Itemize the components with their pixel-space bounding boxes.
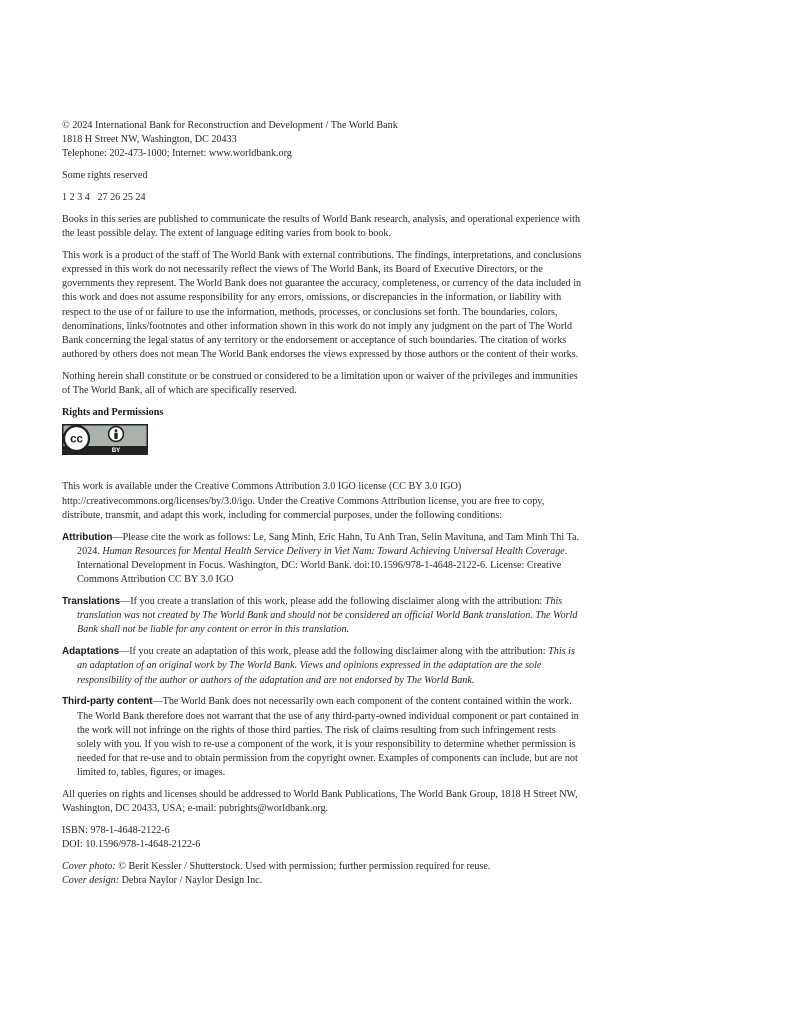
adaptations-paragraph [62, 645, 582, 688]
attribution-text-end: . International Development in Focus. Washington, DC: World Bank. doi:10.1596/978-1-4648-2122-6. License: Creative Commons Attribution CC BY 3.0 IGO [77, 545, 568, 586]
cover-photo-text: © Berit Kessler / Shutterstock. Used with permission; further permission required for reuse. [115, 861, 491, 873]
contact-line: Telephone: 202-473-1000; Internet: www.worldbank.org [62, 148, 292, 160]
cover-design-text: Debra Naylor / Naylor Design Inc. [119, 875, 263, 887]
rights-heading: Rights and Permissions [62, 407, 164, 419]
series-note: Books in this series are published to communicate the results of World Bank research, analysis, and operational experience with the least possible delay. The extent of language editing varies from book to book. [62, 213, 581, 239]
print-line: 1 2 3 4 27 26 25 24 [62, 192, 146, 203]
translations-text: —If you create a translation of this work, please add the following disclaimer along with the attribution: [120, 596, 545, 608]
translations-label: Translations [62, 596, 121, 608]
by-label: BY [111, 447, 121, 455]
third-party-label: Third-party content [62, 696, 153, 708]
copyright-block [62, 119, 582, 162]
third-party-text: —The World Bank does not necessarily own each component of the content contained within the work. The World Bank therefore does not warrant that the use of any third-party-owned individual component or part contained in the work will not infringe on the rights of those third parties. The risk of claims resulting from such infringement rests solely with you. If you wish to re-use a component of the work, it is your responsibility to determine whether permission is needed for that re-use and to obtain permission from the copyright owner. Examples of components can include, but are not limited to, tables, figures, or images. [77, 696, 579, 779]
privileges-note: Nothing herein shall constitute or be construed or considered to be a limitation upon or waiver of the privileges and immunities of The World Bank, all of which are specifically reserved. [62, 371, 578, 397]
license-text: This work is available under the Creative Commons Attribution 3.0 IGO license (CC BY 3.0 IGO) http://creativecommons.org/licenses/by/3.0/igo. Under the Creative Commons Attribution license, you are free to copy, distribute, transmit, and adapt this work, including for commercial purposes, under the following conditions: [62, 481, 545, 521]
identifiers [62, 824, 582, 852]
attribution-paragraph [62, 531, 582, 588]
rights-reserved: Some rights reserved [62, 170, 148, 182]
cover-photo-credit [62, 860, 582, 874]
attribution-label: Attribution [62, 531, 113, 543]
attribution-title: Human Resources for Mental Health Service Delivery in Viet Nam: Toward Achieving Universal Health Coverage [102, 545, 565, 557]
creative-commons-by-icon [62, 424, 148, 460]
adaptations-disclaimer: This is an adaptation of an original work by The World Bank. Views and opinions expressed in the adaptation are the sole responsibility of the author or authors of the adaptation and are not endorsed by The World Bank. [77, 646, 575, 686]
isbn: ISBN: 978-1-4648-2122-6 [62, 825, 170, 837]
cc-glyph: cc [70, 433, 83, 446]
adaptations-label: Adaptations [62, 646, 120, 658]
third-party-paragraph [62, 695, 582, 780]
attribution-text: —Please cite the work as follows: Le, Sang Minh, Eric Hahn, Tu Anh Tran, Selin Mavituna, and Tam Minh Thi Ta. 2024. [77, 531, 580, 557]
cover-design-label: Cover design: [62, 875, 120, 887]
copyright-page [62, 119, 582, 896]
adaptations-text: —If you create an adaptation of this work, please add the following disclaimer along with the attribution: [119, 646, 549, 658]
translations-paragraph [62, 595, 582, 638]
translations-disclaimer: This translation was not created by The World Bank and should not be considered an official World Bank translation. The World Bank shall not be liable for any content or error in this translation. [77, 596, 578, 636]
cover-credits [62, 860, 582, 888]
copyright-line: © 2024 International Bank for Reconstruction and Development / The World Bank [62, 120, 398, 131]
cover-photo-label: Cover photo: [62, 861, 116, 873]
queries-note: All queries on rights and licenses should be addressed to World Bank Publications, The World Bank Group, 1818 H Street NW, Washington, DC 20433, USA; e-mail: pubrights@worldbank.org. [62, 789, 578, 815]
address-line: 1818 H Street NW, Washington, DC 20433 [62, 134, 237, 146]
cover-design-credit [62, 874, 582, 888]
disclaimer: This work is a product of the staff of The World Bank with external contributions. The findings, interpretations, and conclusions expressed in this work do not necessarily reflect the views of The World Bank, its Board of Executive Directors, or the governments they represent. The World Bank does not guarantee the accuracy, completeness, or currency of the data included in this work and does not assume responsibility for any errors, omissions, or discrepancies in the information, or liability with respect to the use of or failure to use the information, methods, processes, or conclusions set forth. The boundaries, colors, denominations, links/footnotes and other information shown in this work do not imply any judgment on the part of The World Bank concerning the legal status of any territory or the endorsement or acceptance of such boundaries. The citation of works authored by others does not mean The World Bank endorses the views expressed by those authors or the content of their works. [62, 249, 582, 361]
doi: DOI: 10.1596/978-1-4648-2122-6 [62, 839, 201, 851]
